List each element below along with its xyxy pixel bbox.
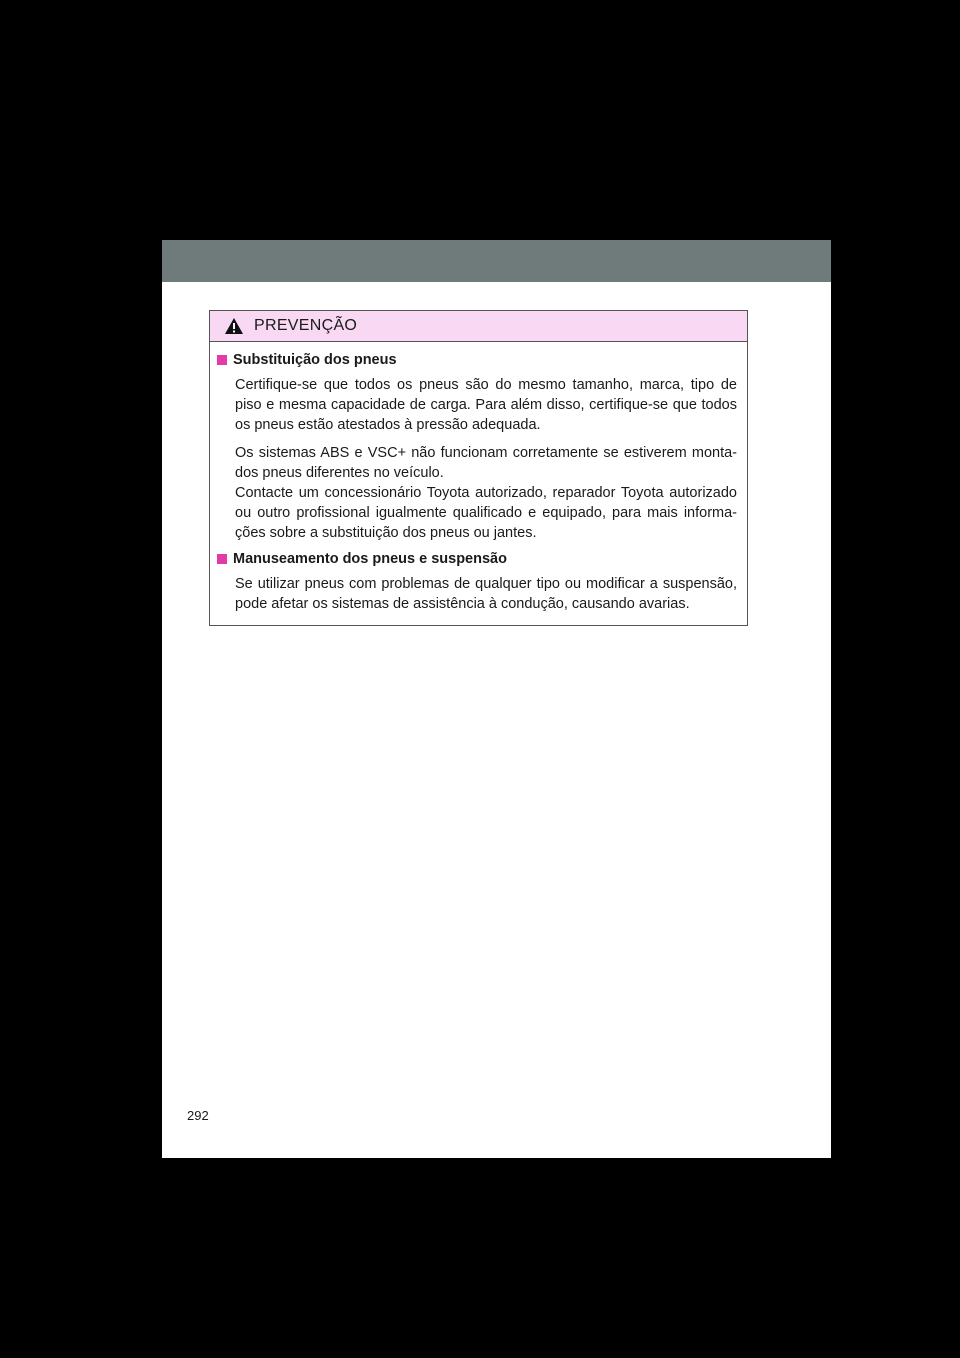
square-bullet-icon: [217, 554, 227, 564]
warning-title: PREVENÇÃO: [254, 317, 358, 334]
paragraph: Certifique-se que todos os pneus são do mesmo tamanho, marca, tipo de piso e mesma capacidade de carga. Para além disso, certifique-se que todos os pneus estão atestados à pressão adequada.: [235, 377, 737, 433]
warning-box: [209, 310, 748, 626]
section-heading-text: Substituição dos pneus: [233, 352, 397, 368]
square-bullet-icon: [217, 355, 227, 365]
section-heading-tire-replacement: [217, 352, 737, 368]
paragraph: Contacte um concessionário Toyota autorizado, reparador Toyota autorizado ou outro profissional igualmente qualificado e equipado, para mais informa-ções sobre a substituição dos pneus ou jantes.: [235, 485, 737, 541]
warning-body: [210, 342, 747, 614]
section-heading-tire-handling: [217, 551, 737, 567]
paragraph: Se utilizar pneus com problemas de qualquer tipo ou modificar a suspensão, pode afetar os sistemas de assistência à condução, causando avarias.: [235, 576, 737, 612]
warning-header: [210, 311, 747, 342]
section-heading-text: Manuseamento dos pneus e suspensão: [233, 551, 507, 567]
manual-page: [162, 240, 831, 1158]
page-header-band: [162, 240, 831, 282]
paragraph: Os sistemas ABS e VSC+ não funcionam corretamente se estiverem monta-dos pneus diferentes no veículo.: [235, 445, 737, 481]
warning-triangle-icon: [224, 317, 244, 335]
page-number: 292: [187, 1108, 209, 1123]
